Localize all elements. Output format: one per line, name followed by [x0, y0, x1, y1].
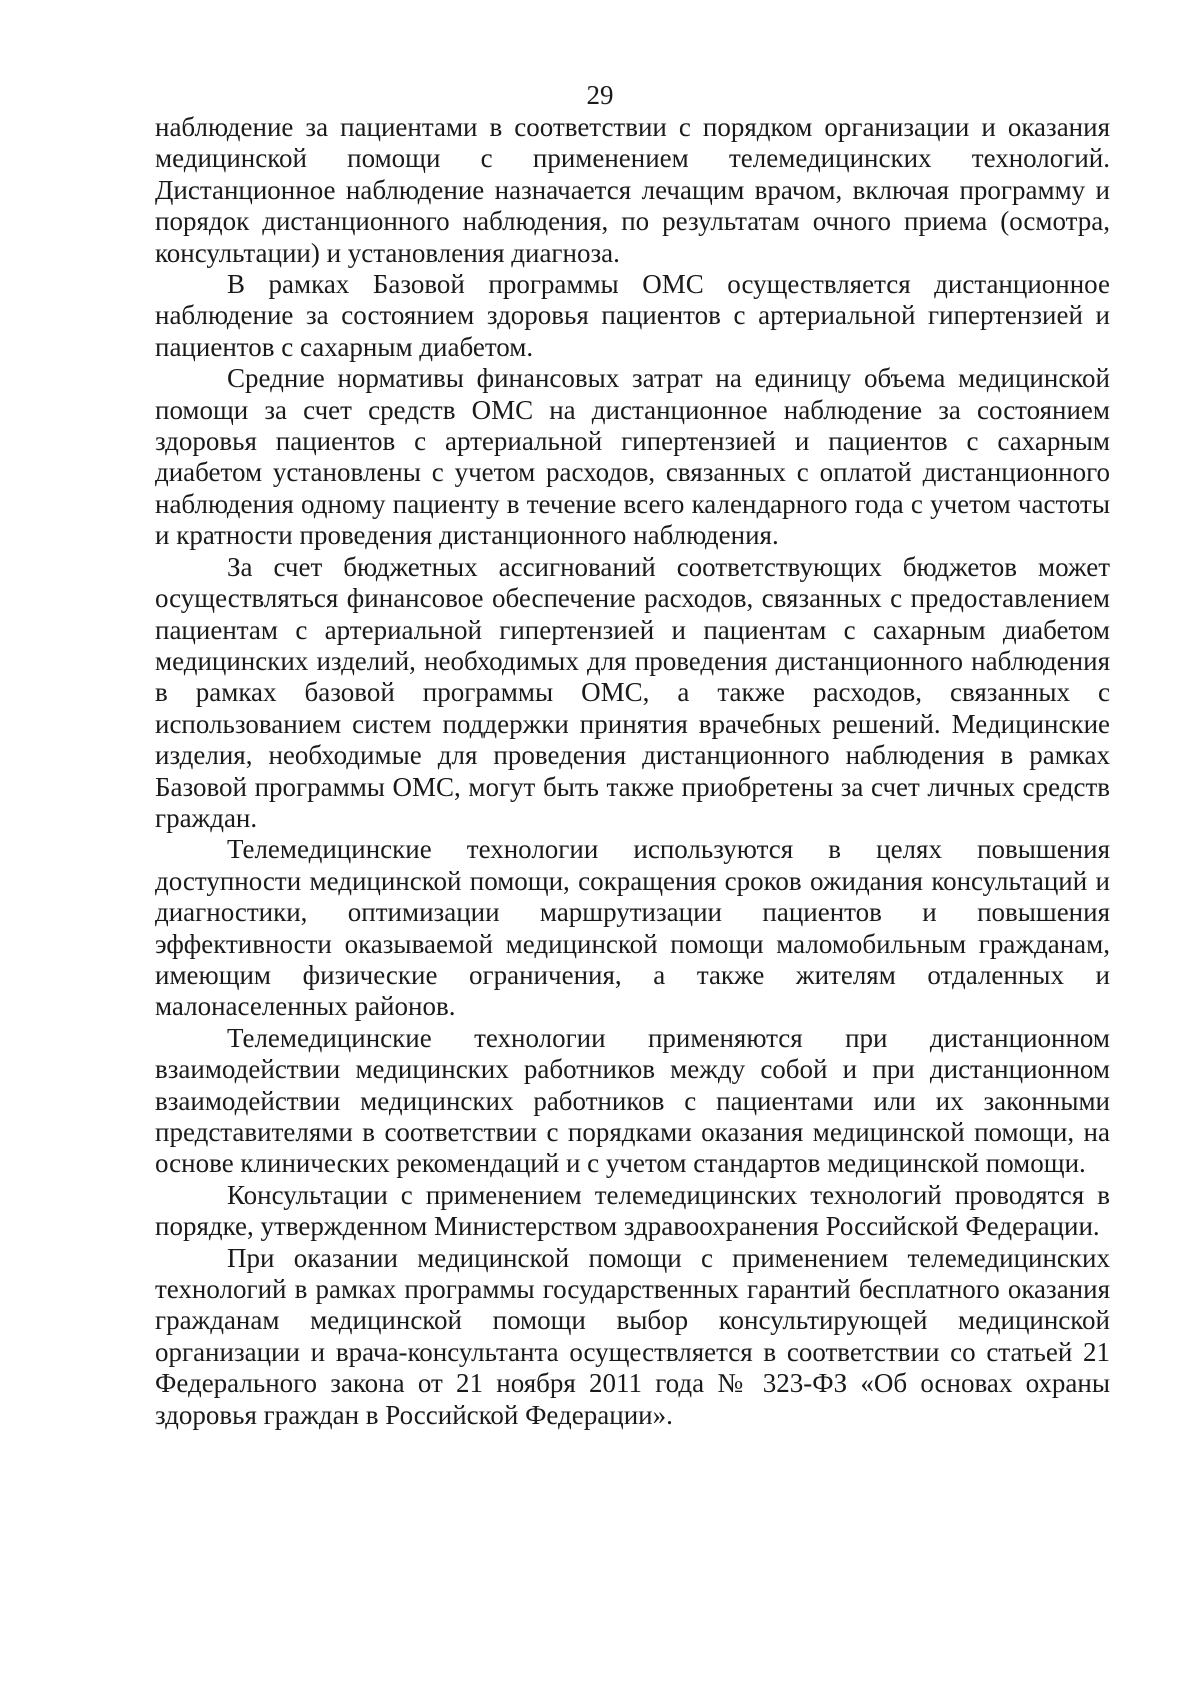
paragraph-financial-standards: Средние нормативы финансовых затрат на единицу объема медицинской помощи за счет средств ОМС на дистанционное наблюдение за состоянием здоровья пациентов с артериальной гипертензией и пациентов с сахарным диабетом установлены с учетом расходов, связанных с оплатой дистанционного наблюдения одному пациенту в течение всего календарного года с учетом частоты и кратности проведения дистанционного наблюдения.	[155, 363, 1110, 551]
paragraph-continuation: наблюдение за пациентами в соответствии с порядком организации и оказания медицинской помощи с применением телемедицинских технологий. Дистанционное наблюдение назначается лечащим врачом, включая программу и порядок дистанционного наблюдения, по результатам очного приема (осмотра, консультации) и установления диагноза.	[155, 112, 1110, 268]
page-number: 29	[586, 80, 614, 110]
paragraph-consultant-choice: При оказании медицинской помощи с применением телемедицинских технологий в рамках программы государственных гарантий бесплатного оказания гражданам медицинской помощи выбор консультирующей медицинской организации и врача-консультанта осуществляется в соответствии со статьей 21 Федерального закона от 21 ноября 2011 года № 323-ФЗ «Об основах охраны здоровья граждан в Российской Федерации».	[155, 1242, 1110, 1430]
paragraph-budget-funding: За счет бюджетных ассигнований соответствующих бюджетов может осуществляться финансовое обеспечение расходов, связанных с предоставлением пациентам с артериальной гипертензией и пациентам с сахарным диабетом медицинских изделий, необходимых для проведения дистанционного наблюдения в рамках базовой программы ОМС, а также расходов, связанных с использованием систем поддержки принятия врачебных решений. Медицинские изделия, необходимые для проведения дистанционного наблюдения в рамках Базовой программы ОМС, могут быть также приобретены за счет личных средств граждан.	[155, 551, 1110, 833]
paragraph-consultations-procedure: Консультации с применением телемедицинских технологий проводятся в порядке, утвержденном Министерством здравоохранения Российской Федерации.	[155, 1179, 1110, 1242]
document-body	[155, 112, 1110, 1431]
paragraph-telemedicine-purpose: Телемедицинские технологии используются в целях повышения доступности медицинской помощи, сокращения сроков ожидания консультаций и диагностики, оптимизации маршрутизации пациентов и повышения эффективности оказываемой медицинской помощи маломобильным гражданам, имеющим физические ограничения, а также жителям отдаленных и малонаселенных районов.	[155, 834, 1110, 1022]
paragraph-remote-monitoring-scope: В рамках Базовой программы ОМС осуществляется дистанционное наблюдение за состоянием здоровья пациентов с артериальной гипертензией и пациентов с сахарным диабетом.	[155, 269, 1110, 362]
paragraph-telemedicine-application: Телемедицинские технологии применяются при дистанционном взаимодействии медицинских работников между собой и при дистанционном взаимодействии медицинских работников с пациентами или их законными представителями в соответствии с порядками оказания медицинской помощи, на основе клинических рекомендаций и с учетом стандартов медицинской помощи.	[155, 1022, 1110, 1179]
